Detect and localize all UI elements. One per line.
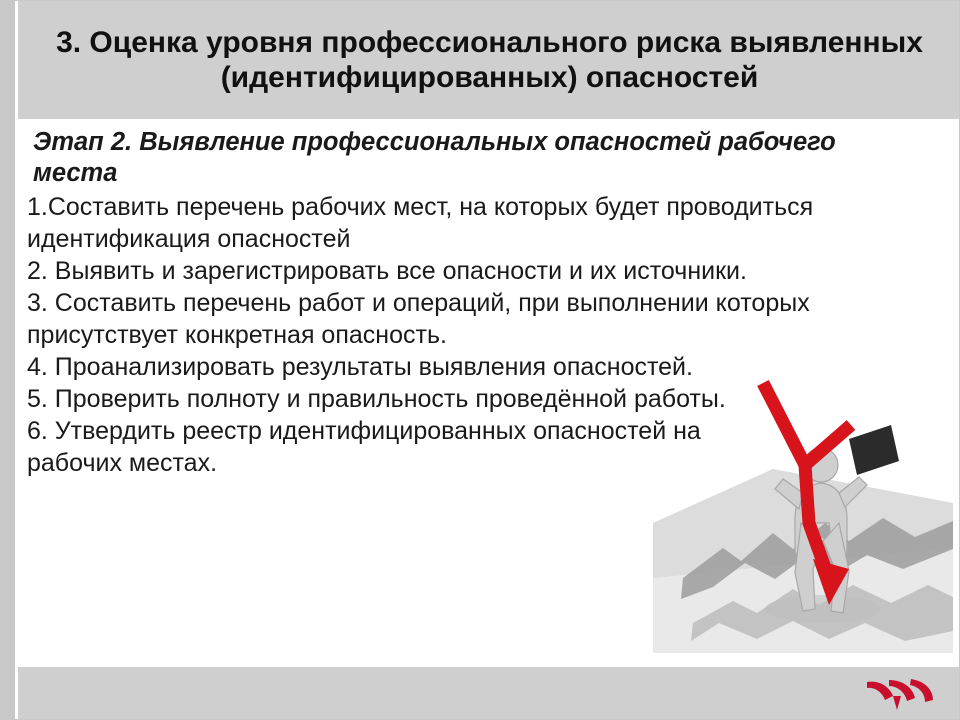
section-subtitle: Этап 2. Выявление профессиональных опасностей рабочего места: [33, 128, 836, 187]
slide-header: [18, 1, 960, 119]
list-item: 2. Выявить и зарегистрировать все опасности и их источники.: [27, 256, 747, 285]
rzd-logo: [863, 676, 935, 710]
left-decorative-stripe: [1, 1, 15, 720]
list-item: 4. Проанализировать результаты выявления опасностей.: [27, 352, 693, 381]
list-item: 6. Утвердить реестр идентифицированных опасностей на рабочих местах.: [27, 416, 701, 477]
cracked-floor-figure-red-arrow-illustration: [653, 373, 953, 653]
slide-footer: [18, 667, 960, 719]
page-title: 3. Оценка уровня профессионального риска выявленных (идентифицированных) опасностей: [56, 25, 923, 94]
header-divider: [18, 119, 960, 122]
list-item: 5. Проверить полноту и правильность проведённой работы.: [27, 384, 726, 413]
list-item: 3. Составить перечень работ и операций, при выполнении которых присутствует конкретная опасность.: [27, 288, 810, 349]
list-item: 1.Составить перечень рабочих мест, на которых будет проводиться идентификация опасностей: [27, 192, 814, 253]
